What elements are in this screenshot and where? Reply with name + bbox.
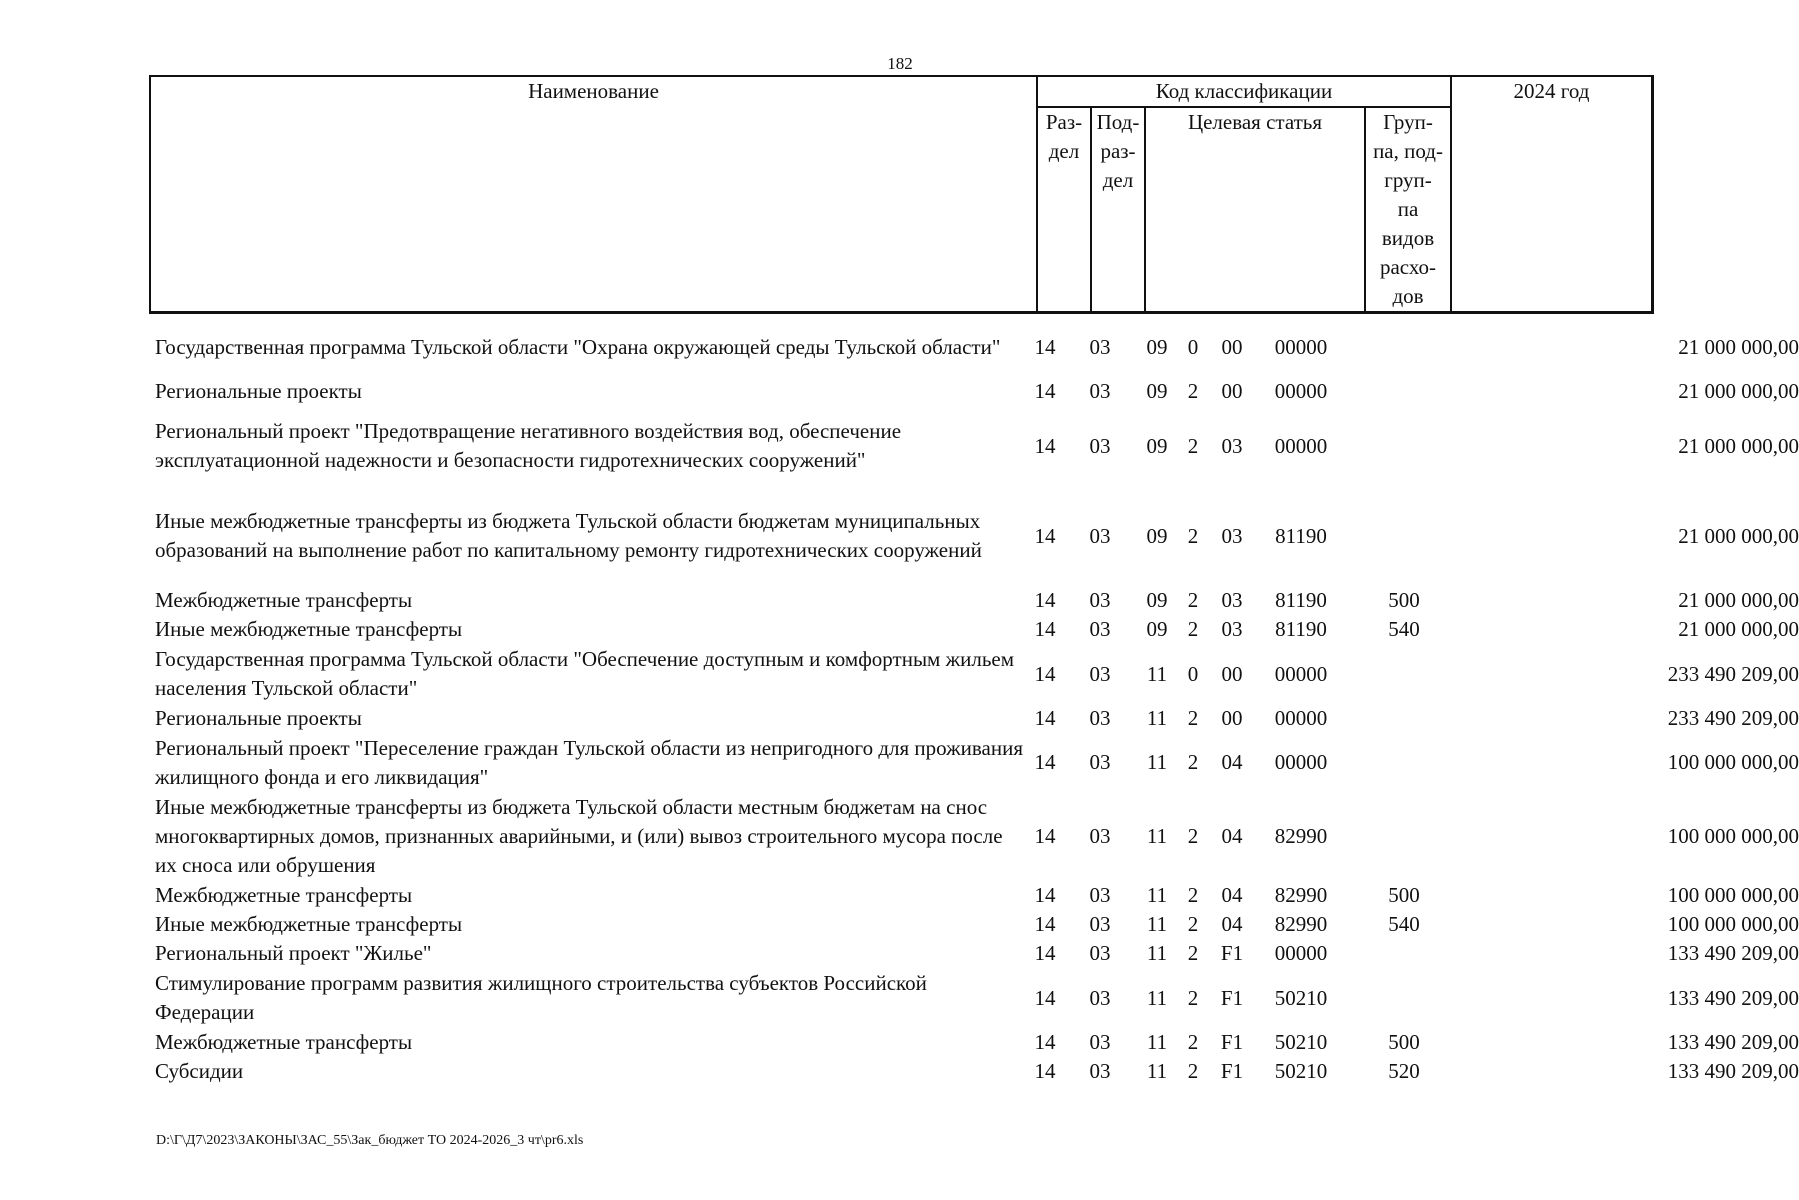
row-program: 11 [1146,1030,1168,1054]
row-program: 11 [1146,985,1168,1010]
row-direction: 81190 [1275,617,1327,641]
row-type: 2 [1187,912,1199,936]
row-amount: 233 490 209,00 [1667,706,1799,730]
table-row [149,968,1799,1028]
row-direction: 82990 [1274,883,1328,907]
row-program: 09 [1146,617,1168,641]
row-amount: 21 000 000,00 [1678,617,1799,641]
header-razdel: Раз- дел [1037,107,1091,313]
row-amount: 21 000 000,00 [1678,378,1799,403]
row-podrazdel: 03 [1089,1030,1111,1054]
row-direction: 00000 [1274,433,1328,458]
table-header [149,75,1654,314]
row-name: Межбюджетные трансферты [155,1030,413,1054]
row-type: 2 [1187,941,1199,965]
row-amount: 133 490 209,00 [1667,1030,1799,1054]
row-razdel: 14 [1034,824,1056,848]
row-type: 2 [1187,824,1199,848]
page-number: 182 [887,54,913,73]
row-subprogram: 00 [1221,661,1243,686]
row-program: 09 [1146,334,1168,359]
row-program: 11 [1146,750,1168,774]
row-subprogram: 03 [1221,433,1243,458]
table-row [149,644,1799,704]
row-vr: 540 [1388,617,1420,641]
row-program: 11 [1146,883,1168,907]
row-razdel: 14 [1034,706,1056,730]
row-name: Стимулирование программ развития жилищного строительства субъектов Российской Федерации [155,971,927,1024]
row-razdel: 14 [1034,617,1056,641]
row-type: 2 [1187,617,1199,641]
row-program: 11 [1146,912,1168,936]
row-podrazdel: 03 [1089,378,1111,403]
table-row [149,792,1799,881]
row-amount: 100 000 000,00 [1667,912,1799,936]
row-name: Иные межбюджетные трансферты из бюджета Тульской области местным бюджетам на снос многоквартирных домов, признанных аварийными, и (или) вывоз строительного мусора после их сноса или обрушения [155,795,1003,877]
table-row [149,733,1799,792]
row-direction: 00000 [1274,706,1328,730]
row-amount: 21 000 000,00 [1678,433,1799,458]
row-direction: 00000 [1274,334,1328,359]
row-subprogram: F1 [1220,1030,1244,1054]
header-year: 2024 год [1451,76,1653,313]
row-name: Государственная программа Тульской области "Обеспечение доступным и комфортным жильем населения Тульской области" [155,647,1015,700]
row-type: 2 [1187,1030,1199,1054]
row-program: 11 [1146,941,1168,965]
footer-file-path: D:\Г\Д7\2023\ЗАКОНЫ\ЗАС_55\Зак_бюджет ТО 2024-2026_3 чт\pr6.xls [156,1133,584,1148]
table-row [149,586,1799,615]
row-program: 09 [1146,378,1168,403]
row-podrazdel: 03 [1089,883,1111,907]
row-podrazdel: 03 [1089,985,1111,1010]
row-razdel: 14 [1034,985,1056,1010]
row-type: 2 [1187,378,1199,403]
row-name: Межбюджетные трансферты [155,883,413,907]
row-subprogram: 04 [1221,750,1243,774]
table-row [149,486,1799,586]
row-name: Иные межбюджетные трансферты из бюджета Тульской области бюджетам муниципальных образований на выполнение работ по капитальному ремонту гидротехнических сооружений [155,509,982,562]
row-razdel: 14 [1034,378,1056,403]
row-direction: 00000 [1274,661,1328,686]
header-target-article: Целевая статья [1145,107,1365,313]
row-amount: 100 000 000,00 [1667,824,1799,848]
row-program: 09 [1146,523,1168,548]
row-vr: 500 [1388,883,1420,907]
row-program: 11 [1146,824,1168,848]
header-code-group: Код классификации [1037,76,1451,107]
row-amount: 233 490 209,00 [1667,661,1799,686]
table-row [149,881,1799,910]
row-amount: 100 000 000,00 [1667,750,1799,774]
row-type: 2 [1187,1059,1199,1083]
row-razdel: 14 [1034,334,1056,359]
row-subprogram: 00 [1221,706,1243,730]
header-name: Наименование [150,76,1037,313]
table-row [149,704,1799,733]
row-amount: 21 000 000,00 [1678,588,1799,612]
row-name: Межбюджетные трансферты [155,588,413,612]
row-subprogram: F1 [1220,941,1244,965]
row-podrazdel: 03 [1089,588,1111,612]
row-program: 11 [1146,1059,1168,1083]
row-amount: 133 490 209,00 [1667,941,1799,965]
row-razdel: 14 [1034,750,1056,774]
row-razdel: 14 [1034,883,1056,907]
row-direction: 00000 [1274,750,1328,774]
row-vr: 520 [1388,1059,1420,1083]
row-amount: 133 490 209,00 [1667,985,1799,1010]
row-podrazdel: 03 [1089,523,1111,548]
row-type: 2 [1187,523,1199,548]
row-subprogram: F1 [1220,985,1244,1010]
row-subprogram: 03 [1221,523,1243,548]
row-name: Государственная программа Тульской области "Охрана окружающей среды Тульской области" [155,334,1001,359]
row-subprogram: 00 [1221,334,1243,359]
table-row [149,910,1799,939]
row-razdel: 14 [1034,523,1056,548]
row-vr: 500 [1388,1030,1420,1054]
row-podrazdel: 03 [1089,912,1111,936]
row-name: Региональный проект "Предотвращение негативного воздействия вод, обеспечение эксплуатационной надежности и безопасности гидротехнических сооружений" [155,419,902,472]
row-name: Иные межбюджетные трансферты [155,617,463,641]
row-razdel: 14 [1034,1059,1056,1083]
row-subprogram: F1 [1220,1059,1244,1083]
row-razdel: 14 [1034,912,1056,936]
row-razdel: 14 [1034,1030,1056,1054]
row-name: Региональный проект "Переселение граждан Тульской области из непригодного для проживания жилищного фонда и его ликвидация" [155,735,1023,789]
table-row [149,1057,1799,1086]
row-direction: 50210 [1274,985,1328,1010]
row-program: 11 [1146,706,1168,730]
row-program: 09 [1146,433,1168,458]
row-amount: 133 490 209,00 [1667,1059,1799,1083]
row-name: Региональные проекты [155,706,362,730]
row-subprogram: 03 [1221,617,1243,641]
row-razdel: 14 [1034,433,1056,458]
row-podrazdel: 03 [1089,1059,1111,1083]
row-type: 2 [1187,433,1199,458]
table-row [149,406,1799,486]
row-podrazdel: 03 [1089,750,1111,774]
row-razdel: 14 [1034,941,1056,965]
row-type: 0 [1187,661,1199,686]
header-podrazdel: Под- раз- дел [1091,107,1145,313]
row-subprogram: 03 [1221,588,1243,612]
row-vr: 540 [1388,912,1420,936]
table-row [149,615,1799,644]
row-amount: 21 000 000,00 [1678,334,1799,359]
row-type: 0 [1187,334,1199,359]
row-podrazdel: 03 [1089,334,1111,359]
header-vr-group: Груп- па, под- груп- па видов расхо- дов [1365,107,1451,313]
row-vr: 500 [1388,588,1420,612]
row-podrazdel: 03 [1089,433,1111,458]
row-name: Субсидии [155,1059,244,1083]
row-direction: 00000 [1274,378,1328,403]
row-podrazdel: 03 [1089,941,1111,965]
row-razdel: 14 [1034,588,1056,612]
table-row [149,1028,1799,1057]
row-direction: 50210 [1274,1030,1328,1054]
table-row [149,939,1799,968]
row-subprogram: 00 [1221,378,1243,403]
row-name: Региональный проект "Жилье" [155,941,432,965]
row-name: Региональные проекты [155,378,362,403]
row-direction: 82990 [1274,824,1328,848]
row-subprogram: 04 [1221,824,1243,848]
row-subprogram: 04 [1221,883,1243,907]
row-podrazdel: 03 [1089,617,1111,641]
row-podrazdel: 03 [1089,706,1111,730]
table-row [149,376,1799,406]
row-program: 09 [1146,588,1168,612]
row-amount: 100 000 000,00 [1667,883,1799,907]
table-body [149,318,1799,1086]
row-direction: 82990 [1274,912,1328,936]
row-amount: 21 000 000,00 [1678,523,1799,548]
row-direction: 81190 [1275,588,1327,612]
row-program: 11 [1146,661,1168,686]
row-name: Иные межбюджетные трансферты [155,912,463,936]
row-type: 2 [1187,883,1199,907]
row-type: 2 [1187,588,1199,612]
row-type: 2 [1187,985,1199,1010]
row-type: 2 [1187,706,1199,730]
row-podrazdel: 03 [1089,824,1111,848]
row-direction: 81190 [1275,523,1327,548]
row-razdel: 14 [1034,661,1056,686]
table-row [149,318,1799,376]
row-type: 2 [1187,750,1199,774]
row-podrazdel: 03 [1089,661,1111,686]
row-subprogram: 04 [1221,912,1243,936]
row-direction: 50210 [1274,1059,1328,1083]
row-direction: 00000 [1274,941,1328,965]
